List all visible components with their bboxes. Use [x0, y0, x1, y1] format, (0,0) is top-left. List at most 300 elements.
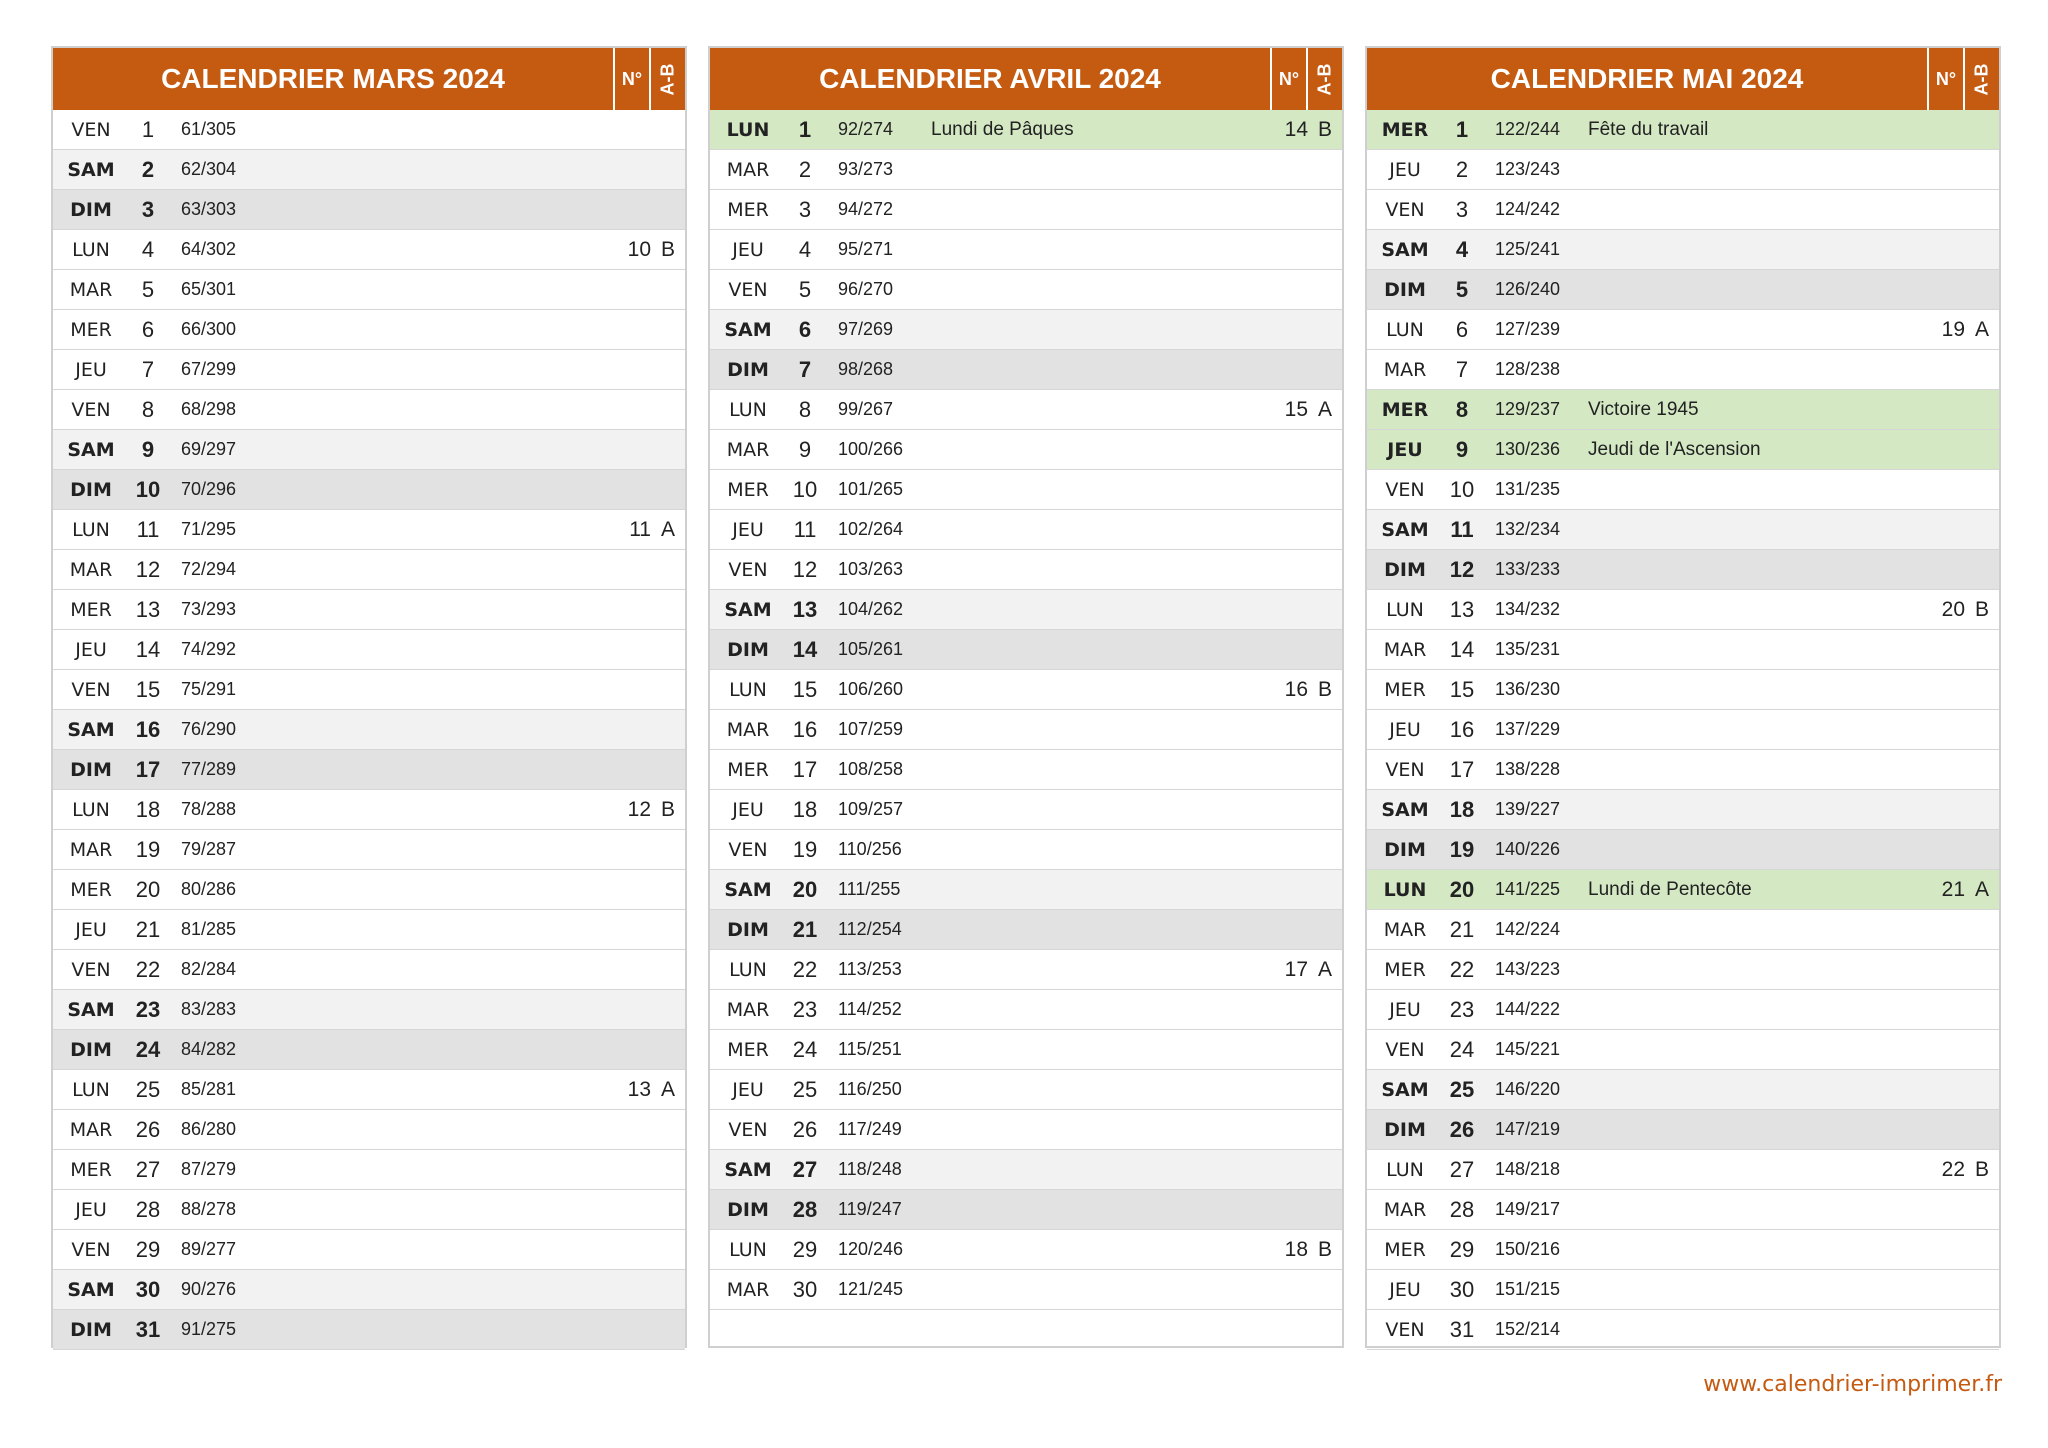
day-row — [53, 630, 685, 670]
day-row — [710, 1110, 1342, 1150]
day-number: 19 — [135, 836, 161, 862]
day-row — [53, 1070, 685, 1110]
day-row — [710, 230, 1342, 270]
day-name: SAM — [1381, 518, 1429, 541]
day-number: 7 — [1455, 356, 1469, 382]
day-row — [1367, 510, 1999, 550]
day-name: LUN — [72, 518, 110, 541]
day-name: JEU — [1389, 718, 1421, 741]
day-row — [710, 710, 1342, 750]
day-number: 25 — [792, 1076, 818, 1102]
day-row — [53, 1230, 685, 1270]
day-number: 28 — [135, 1196, 161, 1222]
day-number: 4 — [141, 236, 155, 262]
day-name: MER — [70, 1158, 112, 1181]
day-name: SAM — [1381, 798, 1429, 821]
day-of-year: 112/254 — [838, 919, 902, 939]
day-of-year: 81/285 — [181, 919, 237, 939]
day-number: 17 — [1449, 756, 1475, 782]
day-row — [710, 750, 1342, 790]
day-of-year: 105/261 — [838, 639, 904, 659]
week-ab: B — [1974, 1157, 1989, 1181]
day-number: 15 — [135, 676, 161, 702]
day-name: MER — [70, 598, 112, 621]
day-name: JEU — [732, 798, 764, 821]
week-number: 11 — [629, 517, 651, 541]
day-of-year: 119/247 — [838, 1199, 902, 1219]
week-ab-header — [1306, 48, 1342, 110]
day-row — [53, 510, 685, 550]
day-number: 17 — [792, 756, 818, 782]
day-name: JEU — [75, 918, 107, 941]
day-of-year: 69/297 — [181, 439, 237, 459]
day-row — [53, 910, 685, 950]
day-of-year: 134/232 — [1495, 599, 1561, 619]
day-row — [53, 1190, 685, 1230]
day-row — [53, 1270, 685, 1310]
week-number: 20 — [1941, 597, 1965, 621]
day-row — [710, 830, 1342, 870]
day-number: 8 — [141, 396, 155, 422]
day-number: 23 — [792, 996, 818, 1022]
day-of-year: 82/284 — [181, 959, 237, 979]
day-row — [1367, 270, 1999, 310]
day-of-year: 120/246 — [838, 1239, 904, 1259]
day-number: 19 — [1449, 836, 1475, 862]
day-name: MAR — [726, 998, 770, 1021]
day-row — [1367, 150, 1999, 190]
day-row — [1367, 1110, 1999, 1150]
day-of-year: 85/281 — [181, 1079, 237, 1099]
day-number: 10 — [1449, 476, 1475, 502]
day-number: 27 — [135, 1156, 161, 1182]
day-name: LUN — [729, 1238, 767, 1261]
day-number: 23 — [135, 996, 161, 1022]
day-number: 13 — [1449, 596, 1475, 622]
day-number: 14 — [1449, 636, 1475, 662]
day-of-year: 130/236 — [1495, 439, 1561, 459]
day-name: MAR — [1383, 638, 1427, 661]
day-name: DIM — [1384, 838, 1426, 861]
day-number: 12 — [792, 556, 818, 582]
day-of-year: 125/241 — [1495, 239, 1561, 259]
day-of-year: 87/279 — [181, 1159, 237, 1179]
day-name: LUN — [1386, 318, 1424, 341]
day-of-year: 90/276 — [181, 1279, 237, 1299]
month-may — [1365, 46, 2001, 1348]
day-row — [1367, 1270, 1999, 1310]
day-number: 14 — [135, 636, 161, 662]
day-of-year: 150/216 — [1495, 1239, 1561, 1259]
day-row — [53, 150, 685, 190]
day-name: JEU — [75, 638, 107, 661]
day-name: JEU — [1387, 438, 1423, 461]
day-row — [1367, 350, 1999, 390]
month-march — [51, 46, 687, 1348]
day-number: 5 — [798, 276, 812, 302]
day-of-year: 116/250 — [838, 1079, 902, 1099]
day-of-year: 114/252 — [838, 999, 902, 1019]
day-name: VEN — [1385, 758, 1425, 781]
day-row — [710, 590, 1342, 630]
day-row — [53, 270, 685, 310]
day-row — [1367, 870, 1999, 910]
day-of-year: 147/219 — [1495, 1119, 1561, 1139]
day-row — [53, 550, 685, 590]
day-of-year: 123/243 — [1495, 159, 1561, 179]
month-header — [53, 48, 685, 110]
day-of-year: 76/290 — [181, 719, 237, 739]
day-row — [710, 430, 1342, 470]
day-row — [710, 670, 1342, 710]
day-name: MER — [70, 318, 112, 341]
day-event: Jeudi de l'Ascension — [1588, 438, 1761, 460]
day-of-year: 75/291 — [181, 679, 237, 699]
day-number: 4 — [1455, 236, 1469, 262]
day-number: 26 — [792, 1116, 818, 1142]
day-row — [710, 1190, 1342, 1230]
day-of-year: 89/277 — [181, 1239, 237, 1259]
day-row — [53, 750, 685, 790]
day-row — [1367, 1230, 1999, 1270]
day-event: Lundi de Pentecôte — [1588, 878, 1752, 900]
day-event: Victoire 1945 — [1588, 398, 1699, 420]
day-name: LUN — [729, 958, 767, 981]
month-title: CALENDRIER AVRIL 2024 — [819, 63, 1161, 94]
day-of-year: 143/223 — [1495, 959, 1561, 979]
day-number: 21 — [792, 916, 818, 942]
day-of-year: 121/245 — [838, 1279, 904, 1299]
day-number: 9 — [798, 436, 812, 462]
day-number: 8 — [1455, 396, 1469, 422]
day-number: 26 — [135, 1116, 161, 1142]
day-number: 26 — [1449, 1116, 1475, 1142]
day-name: MAR — [726, 158, 770, 181]
day-number: 16 — [135, 716, 161, 742]
day-row — [710, 390, 1342, 430]
day-of-year: 63/303 — [181, 199, 237, 219]
day-of-year: 144/222 — [1495, 999, 1561, 1019]
day-row — [53, 870, 685, 910]
day-of-year: 67/299 — [181, 359, 237, 379]
week-ab-header — [1963, 48, 1999, 110]
day-of-year: 108/258 — [838, 759, 904, 779]
day-row — [53, 1030, 685, 1070]
day-number: 17 — [135, 756, 161, 782]
day-event: Lundi de Pâques — [931, 118, 1074, 140]
day-rows — [710, 110, 1342, 1310]
week-number-header: N° — [1927, 48, 1963, 110]
day-name: LUN — [1383, 878, 1427, 901]
week-ab: A — [660, 1077, 675, 1101]
day-row — [710, 910, 1342, 950]
week-ab: A — [1317, 397, 1332, 421]
day-name: JEU — [75, 358, 107, 381]
day-row — [1367, 1150, 1999, 1190]
day-number: 1 — [1455, 116, 1469, 142]
day-name: VEN — [71, 678, 111, 701]
day-of-year: 78/288 — [181, 799, 237, 819]
day-of-year: 79/287 — [181, 839, 237, 859]
day-row — [53, 790, 685, 830]
day-of-year: 107/259 — [838, 719, 904, 739]
day-of-year: 132/234 — [1495, 519, 1561, 539]
day-of-year: 91/275 — [181, 1319, 237, 1339]
day-of-year: 131/235 — [1495, 479, 1561, 499]
day-row — [1367, 190, 1999, 230]
week-number: 17 — [1284, 957, 1308, 981]
day-number: 18 — [135, 796, 161, 822]
day-name: SAM — [1381, 1078, 1429, 1101]
day-of-year: 127/239 — [1495, 319, 1561, 339]
day-name: SAM — [724, 318, 772, 341]
day-row — [710, 790, 1342, 830]
day-number: 18 — [1449, 796, 1475, 822]
day-row — [53, 310, 685, 350]
day-of-year: 146/220 — [1495, 1079, 1561, 1099]
day-number: 22 — [135, 956, 161, 982]
day-name: MER — [727, 1038, 769, 1061]
week-ab: A — [1974, 317, 1989, 341]
day-name: DIM — [70, 478, 112, 501]
day-name: JEU — [1389, 1278, 1421, 1301]
day-name: DIM — [70, 1318, 112, 1341]
day-of-year: 124/242 — [1495, 199, 1561, 219]
day-of-year: 118/248 — [838, 1159, 902, 1179]
day-of-year: 96/270 — [838, 279, 894, 299]
day-name: MER — [727, 478, 769, 501]
day-name: DIM — [70, 198, 112, 221]
day-of-year: 88/278 — [181, 1199, 237, 1219]
week-number: 13 — [627, 1077, 651, 1101]
day-number: 6 — [141, 316, 155, 342]
day-number: 31 — [135, 1316, 161, 1342]
day-name: LUN — [72, 238, 110, 261]
day-number: 24 — [792, 1036, 818, 1062]
day-name: MAR — [69, 838, 113, 861]
day-name: MAR — [1383, 358, 1427, 381]
week-number-header: N° — [613, 48, 649, 110]
day-row — [1367, 550, 1999, 590]
day-number: 12 — [135, 556, 161, 582]
day-number: 7 — [141, 356, 155, 382]
day-name: JEU — [75, 1198, 107, 1221]
day-row — [710, 1070, 1342, 1110]
week-ab: B — [1317, 1237, 1332, 1261]
month-title: CALENDRIER MARS 2024 — [161, 63, 505, 94]
day-row — [710, 310, 1342, 350]
week-number: 14 — [1284, 117, 1308, 141]
day-row — [1367, 670, 1999, 710]
day-name: LUN — [72, 798, 110, 821]
week-ab-header-label: A-B — [1971, 63, 1992, 95]
day-row — [710, 990, 1342, 1030]
day-number: 1 — [798, 116, 812, 142]
day-row — [710, 350, 1342, 390]
day-name: DIM — [1384, 558, 1426, 581]
day-of-year: 141/225 — [1495, 879, 1561, 899]
day-rows — [53, 110, 685, 1350]
day-of-year: 101/265 — [838, 479, 904, 499]
day-number: 9 — [1455, 436, 1469, 462]
week-ab: A — [1317, 957, 1332, 981]
day-number: 31 — [1449, 1316, 1475, 1342]
week-number-header: N° — [1270, 48, 1306, 110]
day-of-year: 117/249 — [838, 1119, 902, 1139]
day-name: LUN — [1386, 598, 1424, 621]
day-name: VEN — [71, 958, 111, 981]
day-row — [53, 1150, 685, 1190]
day-number: 15 — [1449, 676, 1475, 702]
day-of-year: 84/282 — [181, 1039, 237, 1059]
day-of-year: 109/257 — [838, 799, 904, 819]
day-name: VEN — [1385, 198, 1425, 221]
day-name: MAR — [726, 1278, 770, 1301]
day-row — [53, 1310, 685, 1350]
day-row — [1367, 230, 1999, 270]
day-number: 13 — [792, 596, 818, 622]
day-number: 30 — [135, 1276, 161, 1302]
day-name: MAR — [69, 278, 113, 301]
day-number: 13 — [135, 596, 161, 622]
day-row — [1367, 430, 1999, 470]
day-number: 25 — [1449, 1076, 1475, 1102]
week-ab-header-label: A-B — [1314, 63, 1335, 95]
day-row — [53, 950, 685, 990]
day-name: MAR — [1383, 1198, 1427, 1221]
day-name: SAM — [67, 158, 115, 181]
day-of-year: 122/244 — [1495, 119, 1561, 139]
day-name: DIM — [727, 638, 769, 661]
day-row — [53, 430, 685, 470]
day-number: 28 — [792, 1196, 818, 1222]
day-of-year: 64/302 — [181, 239, 237, 259]
day-row — [710, 470, 1342, 510]
day-number: 6 — [798, 316, 812, 342]
day-of-year: 135/231 — [1495, 639, 1561, 659]
week-number: 10 — [627, 237, 651, 261]
week-ab: B — [1317, 677, 1332, 701]
day-number: 22 — [1449, 956, 1475, 982]
day-row — [53, 670, 685, 710]
day-row — [710, 1270, 1342, 1310]
day-of-year: 138/228 — [1495, 759, 1561, 779]
day-of-year: 86/280 — [181, 1119, 237, 1139]
day-number: 21 — [1449, 916, 1475, 942]
day-name: SAM — [724, 878, 772, 901]
day-of-year: 66/300 — [181, 319, 237, 339]
day-row — [53, 830, 685, 870]
day-of-year: 148/218 — [1495, 1159, 1561, 1179]
day-of-year: 100/266 — [838, 439, 904, 459]
day-of-year: 98/268 — [838, 359, 894, 379]
day-name: MER — [1381, 118, 1429, 141]
day-number: 27 — [792, 1156, 818, 1182]
day-row — [1367, 750, 1999, 790]
day-of-year: 92/274 — [838, 119, 894, 139]
day-number: 11 — [136, 516, 160, 542]
day-of-year: 73/293 — [181, 599, 237, 619]
day-row — [1367, 110, 1999, 150]
day-name: SAM — [1381, 238, 1429, 261]
week-ab-header-label: A-B — [657, 63, 678, 95]
day-name: VEN — [728, 558, 768, 581]
day-of-year: 65/301 — [181, 279, 237, 299]
day-name: LUN — [1386, 1158, 1424, 1181]
day-of-year: 93/273 — [838, 159, 894, 179]
day-row — [710, 150, 1342, 190]
day-number: 21 — [135, 916, 161, 942]
day-name: JEU — [732, 238, 764, 261]
day-number: 10 — [135, 476, 161, 502]
day-name: LUN — [729, 398, 767, 421]
day-number: 3 — [1455, 196, 1469, 222]
day-of-year: 128/238 — [1495, 359, 1561, 379]
month-april — [708, 46, 1344, 1348]
footer-url[interactable]: www.calendrier-imprimer.fr — [1703, 1372, 2002, 1397]
day-row — [53, 1110, 685, 1150]
day-number: 23 — [1449, 996, 1475, 1022]
day-number: 27 — [1449, 1156, 1475, 1182]
week-number: 16 — [1284, 677, 1308, 701]
day-of-year: 83/283 — [181, 999, 237, 1019]
day-name: VEN — [1385, 1038, 1425, 1061]
day-row — [710, 950, 1342, 990]
day-name: MAR — [69, 1118, 113, 1141]
day-row — [1367, 630, 1999, 670]
day-name: VEN — [728, 278, 768, 301]
day-row — [1367, 710, 1999, 750]
day-name: SAM — [724, 598, 772, 621]
day-name: SAM — [67, 1278, 115, 1301]
day-row — [53, 190, 685, 230]
day-name: MER — [70, 878, 112, 901]
day-row — [710, 630, 1342, 670]
day-of-year: 61/305 — [181, 119, 237, 139]
day-row — [53, 390, 685, 430]
day-name: DIM — [70, 758, 112, 781]
week-ab: B — [1974, 597, 1989, 621]
day-of-year: 115/251 — [838, 1039, 902, 1059]
day-number: 2 — [798, 156, 812, 182]
day-of-year: 110/256 — [838, 839, 902, 859]
day-name: SAM — [67, 718, 115, 741]
day-of-year: 74/292 — [181, 639, 237, 659]
day-name: JEU — [732, 1078, 764, 1101]
day-name: DIM — [727, 918, 769, 941]
day-number: 11 — [1450, 516, 1474, 542]
day-number: 3 — [798, 196, 812, 222]
day-of-year: 94/272 — [838, 199, 894, 219]
day-name: DIM — [727, 1198, 769, 1221]
day-number: 20 — [1449, 876, 1475, 902]
day-number: 11 — [793, 516, 817, 542]
day-of-year: 68/298 — [181, 399, 237, 419]
day-of-year: 149/217 — [1495, 1199, 1561, 1219]
week-ab-header — [649, 48, 685, 110]
day-number: 30 — [792, 1276, 818, 1302]
day-number: 30 — [1449, 1276, 1475, 1302]
month-header — [710, 48, 1342, 110]
week-number: 19 — [1941, 317, 1965, 341]
day-of-year: 152/214 — [1495, 1319, 1561, 1339]
day-name: VEN — [71, 118, 111, 141]
day-of-year: 99/267 — [838, 399, 894, 419]
day-of-year: 113/253 — [838, 959, 902, 979]
day-number: 25 — [135, 1076, 161, 1102]
day-number: 15 — [792, 676, 818, 702]
day-of-year: 111/255 — [838, 879, 901, 899]
